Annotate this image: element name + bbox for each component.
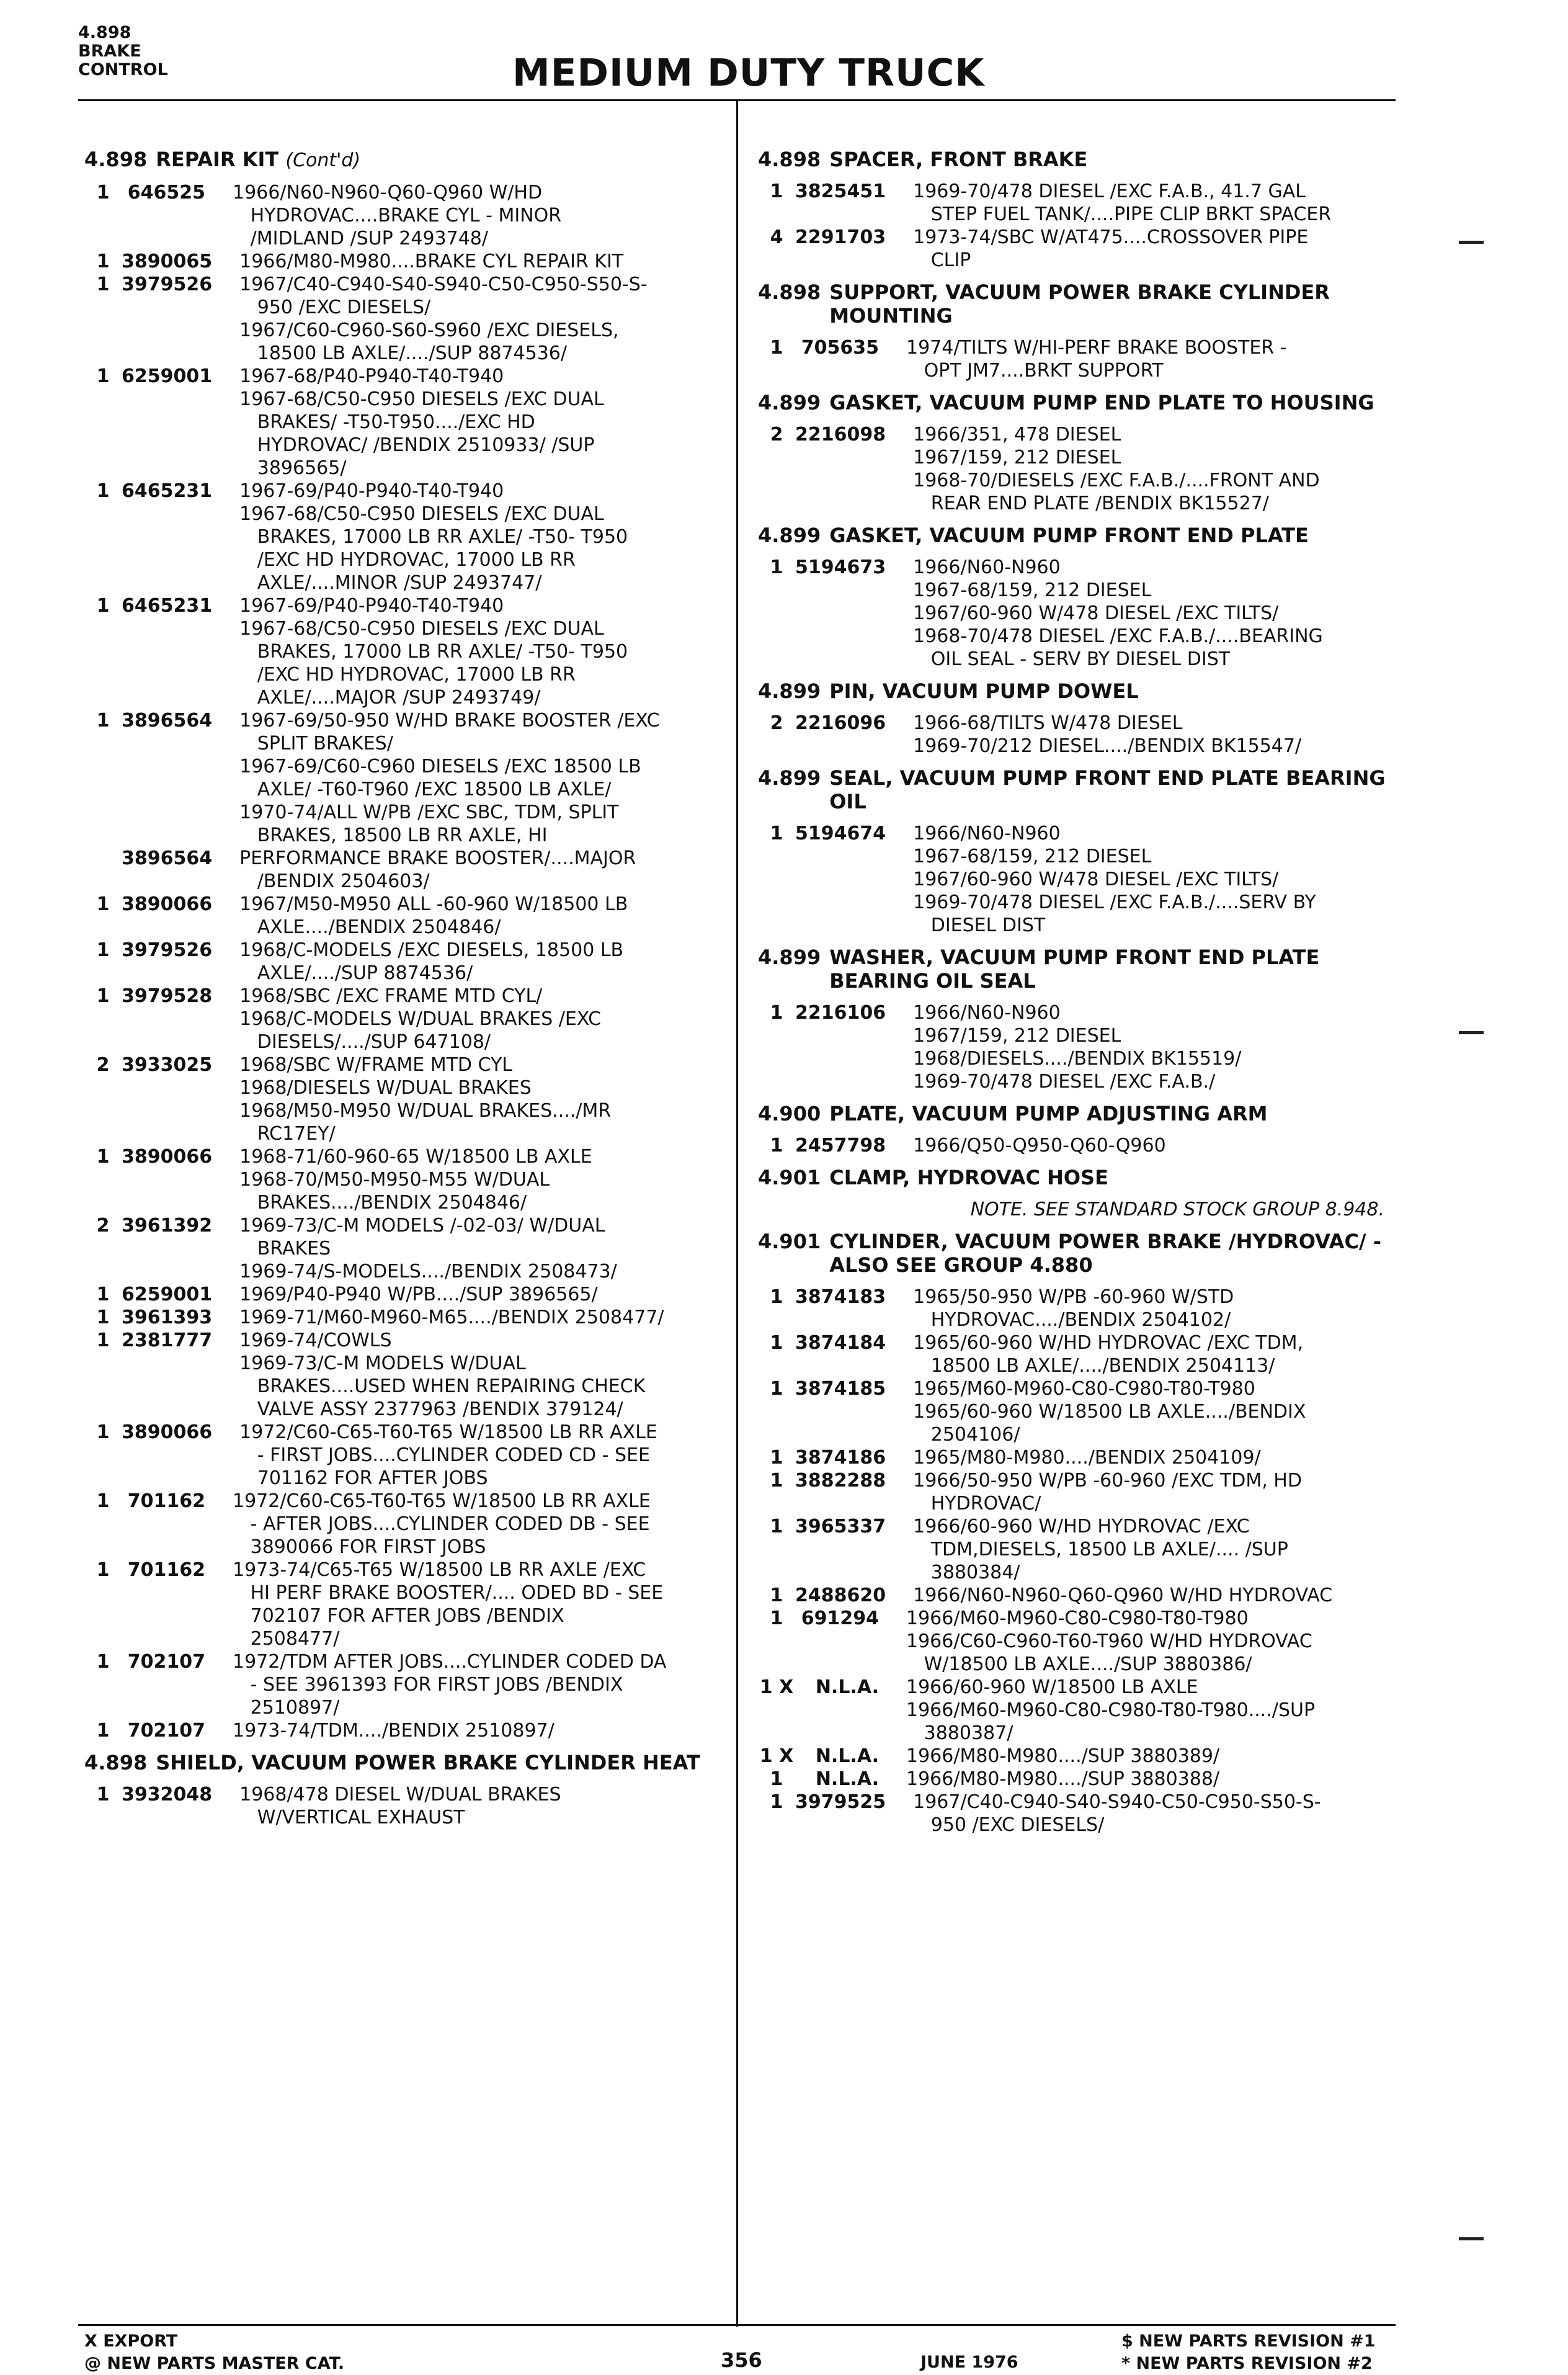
- part-entry: [84, 847, 729, 893]
- quantity: 1: [96, 1559, 110, 1581]
- part-number: 2291703: [795, 226, 886, 248]
- quantity: 1: [96, 939, 110, 961]
- section-title: [829, 280, 1403, 328]
- section-title-text: GASKET, VACUUM PUMP FRONT END PLATE: [829, 524, 1309, 547]
- margin-mark: [1459, 2237, 1484, 2240]
- part-description: 1968/478 DIESEL W/DUAL BRAKES W/VERTICAL EXHAUST: [239, 1784, 561, 1828]
- part-number: 705635: [801, 337, 879, 359]
- category-label: 4.898 BRAKE CONTROL: [78, 23, 168, 79]
- part-entry: [758, 1134, 1403, 1157]
- section-number: 4.899: [758, 391, 821, 414]
- part-number: 2488620: [795, 1585, 886, 1606]
- part-description: 1969/P40-P940 W/PB..../SUP 3896565/: [239, 1284, 598, 1305]
- quantity: 1 X: [759, 1745, 794, 1767]
- quantity: 1: [96, 1651, 110, 1673]
- section-title: [829, 524, 1403, 547]
- part-entry: [84, 273, 729, 365]
- part-description: 1966/60-960 W/18500 LB AXLE 1966/M60-M960-C80-C980-T80-T980..../SUP 3880387/: [906, 1676, 1316, 1744]
- quantity: 1: [96, 1330, 110, 1351]
- quantity: 1: [770, 337, 783, 359]
- section-title: [829, 148, 1403, 171]
- left-column: [84, 139, 729, 1829]
- part-description: 1973-74/C65-T65 W/18500 LB RR AXLE /EXC HI PERF BRAKE BOOSTER/.... ODED BD - SEE 702107 FOR AFTER JOBS /BENDIX 2508477/: [233, 1559, 664, 1650]
- part-description: 1966/N60-N960 1967-68/159, 212 DIESEL 1967/60-960 W/478 DIESEL /EXC TILTS/ 1969-70/478 DIESEL /EXC F.A.B./....SERV BY DIESEL DIST: [913, 823, 1316, 936]
- part-number: 701162: [127, 1490, 205, 1512]
- part-description: 1967/C40-C940-S40-S940-C50-C950-S50-S- 950 /EXC DIESELS/ 1967/C60-C960-S60-S960 /EXC DIESELS, 18500 LB AXLE/..../SUP 8874536/: [239, 274, 648, 364]
- part-entry: [758, 1791, 1403, 1836]
- part-number: 3961393: [122, 1307, 213, 1328]
- part-entry: [758, 1001, 1403, 1093]
- part-description: 1973-74/TDM..../BENDIX 2510897/: [233, 1720, 555, 1742]
- quantity: 1: [96, 365, 110, 387]
- section-title-text: SEAL, VACUUM PUMP FRONT END PLATE BEARING OIL: [829, 766, 1386, 813]
- part-entry: [84, 709, 729, 847]
- quantity: 1: [770, 1585, 783, 1606]
- part-entry: [758, 1286, 1403, 1331]
- part-entry: [84, 1214, 729, 1283]
- part-description: 1968/C-MODELS /EXC DIESELS, 18500 LB AXLE/..../SUP 8874536/: [239, 939, 624, 984]
- section-title-text: REPAIR KIT: [156, 148, 279, 171]
- part-description: 1972/C60-C65-T60-T65 W/18500 LB RR AXLE - AFTER JOBS....CYLINDER CODED DB - SEE 3890066 FOR FIRST JOBS: [233, 1490, 651, 1558]
- part-entry: [758, 1446, 1403, 1469]
- section-heading: [758, 766, 1403, 813]
- part-number: 2216106: [795, 1002, 886, 1024]
- quantity: 1: [96, 1720, 110, 1742]
- part-number: 3890066: [122, 1146, 213, 1168]
- part-entry: [84, 250, 729, 273]
- section-title-text: SHIELD, VACUUM POWER BRAKE CYLINDER HEAT: [156, 1751, 700, 1774]
- part-entry: [758, 1676, 1403, 1745]
- page-number: 356: [721, 2348, 762, 2372]
- part-description: 1965/60-960 W/HD HYDROVAC /EXC TDM, 18500 LB AXLE/..../BENDIX 2504113/: [913, 1332, 1304, 1377]
- section-title: [829, 1166, 1403, 1189]
- part-entry: [758, 1768, 1403, 1791]
- part-entry: [84, 181, 729, 250]
- part-description: 1967-69/P40-P940-T40-T940 1967-68/C50-C950 DIESELS /EXC DUAL BRAKES, 17000 LB RR AXLE/ -T50- T950 /EXC HD HYDROVAC, 17000 LB RR AXLE/....MAJOR /SUP 2493749/: [239, 595, 628, 709]
- quantity: 1: [96, 893, 110, 915]
- part-description: 1967-68/P40-P940-T40-T940 1967-68/C50-C950 DIESELS /EXC DUAL BRAKES/ -T50-T950..../EXC HD HYDROVAC/ /BENDIX 2510933/ /SUP 3896565/: [239, 365, 604, 479]
- quantity: 1: [770, 1470, 783, 1492]
- part-description: 1967/M50-M950 ALL -60-960 W/18500 LB AXLE..../BENDIX 2504846/: [239, 893, 628, 938]
- part-entry: [758, 423, 1403, 515]
- part-entry: [758, 1377, 1403, 1446]
- part-description: 1972/C60-C65-T60-T65 W/18500 LB RR AXLE - FIRST JOBS....CYLINDER CODED CD - SEE 701162 FOR AFTER JOBS: [239, 1421, 657, 1489]
- part-number: 6259001: [122, 365, 213, 387]
- section-heading: [758, 148, 1403, 171]
- section-title-text: CYLINDER, VACUUM POWER BRAKE /HYDROVAC/ - ALSO SEE GROUP 4.880: [829, 1230, 1382, 1277]
- quantity: 1: [96, 480, 110, 502]
- section-heading: [84, 1751, 729, 1774]
- section-title-text: CLAMP, HYDROVAC HOSE: [829, 1166, 1108, 1189]
- part-description: 1966/50-950 W/PB -60-960 /EXC TDM, HD HYDROVAC/: [913, 1470, 1302, 1514]
- part-description: 1966/M80-M980..../SUP 3880388/: [906, 1768, 1220, 1790]
- quantity: 1: [96, 1490, 110, 1512]
- part-description: 1973-74/SBC W/AT475....CROSSOVER PIPE CLIP: [913, 226, 1309, 271]
- footer-date: JUNE 1976: [920, 2353, 1018, 2372]
- quantity: 2: [770, 712, 783, 734]
- part-entry: [84, 480, 729, 594]
- part-entry: [758, 1584, 1403, 1607]
- part-description: 1969-74/COWLS 1969-73/C-M MODELS W/DUAL BRAKES....USED WHEN REPAIRING CHECK VALVE ASSY 2377963 /BENDIX 379124/: [239, 1330, 646, 1420]
- part-number: N.L.A.: [815, 1676, 879, 1698]
- footer-legend-right: $ NEW PARTS REVISION #1 * NEW PARTS REVISION #2: [1121, 2332, 1376, 2373]
- part-number: 2216098: [795, 424, 886, 445]
- quantity: 1: [96, 1284, 110, 1305]
- part-number: 3933025: [122, 1054, 213, 1076]
- quantity: 1: [96, 595, 110, 617]
- section-number: 4.900: [758, 1102, 821, 1125]
- quantity: 1: [96, 182, 110, 204]
- section-number: 4.898: [758, 148, 821, 171]
- margin-mark: [1459, 241, 1484, 244]
- quantity: 1 X: [759, 1676, 794, 1698]
- part-entry: [758, 712, 1403, 758]
- part-number: 3825451: [795, 181, 886, 202]
- part-description: 1974/TILTS W/HI-PERF BRAKE BOOSTER - OPT JM7....BRKT SUPPORT: [906, 337, 1287, 382]
- part-entry: [84, 893, 729, 939]
- column-divider: [736, 101, 738, 2327]
- quantity: 1: [96, 274, 110, 295]
- part-number: 702107: [127, 1720, 205, 1742]
- part-description: 1965/M60-M960-C80-C980-T80-T980 1965/60-960 W/18500 LB AXLE..../BENDIX 2504106/: [913, 1378, 1306, 1446]
- part-description: 1966/N60-N960-Q60-Q960 W/HD HYDROVAC....BRAKE CYL - MINOR /MIDLAND /SUP 2493748/: [233, 182, 562, 249]
- part-number: 6259001: [122, 1284, 213, 1305]
- part-entry: [758, 226, 1403, 272]
- part-description: 1966/M80-M980....BRAKE CYL REPAIR KIT: [239, 251, 624, 272]
- part-entry: [758, 1515, 1403, 1584]
- part-description: 1966/M80-M980..../SUP 3880389/: [906, 1745, 1220, 1767]
- part-number: 5194673: [795, 557, 886, 578]
- section-number: 4.901: [758, 1230, 821, 1253]
- part-description: 1967/C40-C940-S40-S940-C50-C950-S50-S- 950 /EXC DIESELS/: [913, 1791, 1321, 1836]
- part-number: 2381777: [122, 1330, 213, 1351]
- section-number: 4.898: [84, 1751, 148, 1774]
- part-number: 691294: [801, 1608, 879, 1629]
- part-description: 1968/SBC /EXC FRAME MTD CYL/ 1968/C-MODELS W/DUAL BRAKES /EXC DIESELS/..../SUP 647108/: [239, 985, 602, 1053]
- part-entry: [84, 1719, 729, 1742]
- section-number: 4.898: [84, 148, 148, 171]
- part-description: 1966/Q50-Q950-Q60-Q960: [913, 1135, 1166, 1156]
- quantity: 2: [96, 1054, 110, 1076]
- footer-legend-left: X EXPORT @ NEW PARTS MASTER CAT.: [84, 2332, 345, 2373]
- right-column: [758, 139, 1403, 1836]
- section-heading: [758, 946, 1403, 993]
- page-title: MEDIUM DUTY TRUCK: [512, 51, 985, 95]
- section-heading: [758, 1102, 1403, 1125]
- note-text: NOTE. SEE STANDARD STOCK GROUP 8.948.: [970, 1199, 1384, 1220]
- part-number: 3979526: [122, 939, 213, 961]
- section-heading: [758, 679, 1403, 703]
- part-entry: [758, 336, 1403, 382]
- part-number: 3890066: [122, 1421, 213, 1443]
- part-description: 1966/351, 478 DIESEL 1967/159, 212 DIESEL 1968-70/DIESELS /EXC F.A.B./....FRONT AND REAR END PLATE /BENDIX BK15527/: [913, 424, 1320, 514]
- quantity: 1: [770, 1516, 783, 1537]
- part-description: 1968-71/60-960-65 W/18500 LB AXLE 1968-70/M50-M950-M55 W/DUAL BRAKES..../BENDIX 2504846/: [239, 1146, 592, 1214]
- section-title: [829, 1102, 1403, 1125]
- quantity: 4: [770, 226, 783, 248]
- part-entry: [84, 1490, 729, 1559]
- part-description: 1966/M60-M960-C80-C980-T80-T980 1966/C60-C960-T60-T960 W/HD HYDROVAC W/18500 LB AXLE..../SUP 3880386/: [906, 1608, 1312, 1675]
- quantity: 1: [770, 1378, 783, 1400]
- part-description: PERFORMANCE BRAKE BOOSTER/....MAJOR /BENDIX 2504603/: [239, 848, 636, 892]
- part-number: 3979525: [795, 1791, 886, 1813]
- part-number: 3961392: [122, 1215, 213, 1237]
- section-title: [829, 766, 1403, 813]
- margin-mark: [1459, 1031, 1484, 1034]
- part-number: 3890066: [122, 893, 213, 915]
- section-number: 4.899: [758, 524, 821, 547]
- part-number: 2216096: [795, 712, 886, 734]
- quantity: 2: [96, 1215, 110, 1237]
- part-entry: [84, 1421, 729, 1490]
- part-entry: [758, 556, 1403, 671]
- quantity: 1: [770, 1135, 783, 1156]
- part-number: N.L.A.: [815, 1768, 879, 1790]
- section-suffix: (Cont'd): [285, 150, 361, 171]
- quantity: 1: [770, 1608, 783, 1629]
- part-entry: [84, 594, 729, 709]
- section-title: [829, 391, 1403, 414]
- part-entry: [84, 1145, 729, 1214]
- footer-rule: [78, 2324, 1396, 2326]
- section-title-text: PIN, VACUUM PUMP DOWEL: [829, 679, 1139, 703]
- part-number: 3882288: [795, 1470, 886, 1492]
- quantity: [84, 847, 122, 893]
- part-description: 1966-68/TILTS W/478 DIESEL 1969-70/212 DIESEL..../BENDIX BK15547/: [913, 712, 1302, 757]
- quantity: 2: [770, 424, 783, 445]
- quantity: 1: [770, 1768, 783, 1790]
- quantity: 1: [96, 985, 110, 1007]
- section-heading: [84, 148, 729, 172]
- quantity: 1: [96, 710, 110, 731]
- part-entry: [84, 1650, 729, 1719]
- quantity: 1: [96, 251, 110, 272]
- section-number: 4.901: [758, 1166, 821, 1189]
- part-entry: [84, 939, 729, 985]
- section-number: 4.898: [758, 280, 821, 304]
- quantity: 1: [770, 823, 783, 844]
- part-number: 3965337: [795, 1516, 886, 1537]
- section-heading: [758, 1230, 1403, 1277]
- part-entry: [84, 365, 729, 480]
- part-description: 1967-69/P40-P940-T40-T940 1967-68/C50-C950 DIESELS /EXC DUAL BRAKES, 17000 LB RR AXLE/ -T50- T950 /EXC HD HYDROVAC, 17000 LB RR AXLE/....MINOR /SUP 2493747/: [239, 480, 628, 594]
- part-entry: [84, 1329, 729, 1421]
- part-number: 6465231: [122, 480, 213, 502]
- part-description: 1966/N60-N960-Q60-Q960 W/HD HYDROVAC: [913, 1585, 1333, 1606]
- part-entry: [758, 1745, 1403, 1768]
- part-entry: [84, 985, 729, 1053]
- section-title-text: PLATE, VACUUM PUMP ADJUSTING ARM: [829, 1102, 1268, 1125]
- part-number: 5194674: [795, 823, 886, 844]
- part-entry: [84, 1306, 729, 1329]
- part-description: 1969-71/M60-M960-M65..../BENDIX 2508477/: [239, 1307, 664, 1328]
- part-number: N.L.A.: [815, 1745, 879, 1767]
- section-title-text: WASHER, VACUUM PUMP FRONT END PLATE BEARING OIL SEAL: [829, 946, 1320, 993]
- part-number: 3874183: [795, 1286, 886, 1308]
- part-description: 1966/N60-N960 1967/159, 212 DIESEL 1968/DIESELS..../BENDIX BK15519/ 1969-70/478 DIESEL /EXC F.A.B./: [913, 1002, 1242, 1093]
- quantity: 1: [96, 1146, 110, 1168]
- section-heading: [758, 391, 1403, 414]
- part-number: 3896564: [122, 710, 213, 731]
- part-number: 3874184: [795, 1332, 886, 1354]
- section-title-text: GASKET, VACUUM PUMP END PLATE TO HOUSING: [829, 391, 1374, 414]
- section-number: 4.899: [758, 766, 821, 790]
- part-number: 3979526: [122, 274, 213, 295]
- part-description: 1968/SBC W/FRAME MTD CYL 1968/DIESELS W/DUAL BRAKES 1968/M50-M950 W/DUAL BRAKES..../MR RC17EY/: [239, 1054, 612, 1145]
- part-description: 1965/50-950 W/PB -60-960 W/STD HYDROVAC..../BENDIX 2504102/: [913, 1286, 1234, 1331]
- part-entry: [758, 1469, 1403, 1515]
- section-heading: [758, 1166, 1403, 1189]
- part-entry: [758, 822, 1403, 937]
- part-number: 702107: [127, 1651, 205, 1673]
- part-number: 2457798: [795, 1135, 886, 1156]
- section-title: [829, 1230, 1403, 1277]
- part-description: 1972/TDM AFTER JOBS....CYLINDER CODED DA - SEE 3961393 FOR FIRST JOBS /BENDIX 2510897/: [233, 1651, 667, 1719]
- quantity: 1: [96, 1421, 110, 1443]
- part-entry: [84, 1283, 729, 1306]
- part-number: 3979528: [122, 985, 213, 1007]
- part-description: 1965/M80-M980..../BENDIX 2504109/: [913, 1447, 1261, 1469]
- part-number: 3874186: [795, 1447, 886, 1469]
- part-description: 1967-69/50-950 W/HD BRAKE BOOSTER /EXC SPLIT BRAKES/ 1967-69/C60-C960 DIESELS /EXC 18500 LB AXLE/ -T60-T960 /EXC 18500 LB AXLE/ 1970-74/ALL W/PB /EXC SBC, TDM, SPLIT BRAKES, 18500 LB RR AXLE, HI: [239, 710, 660, 846]
- part-entry: [84, 1783, 729, 1829]
- section-title-text: SUPPORT, VACUUM POWER BRAKE CYLINDER MOUNTING: [829, 280, 1330, 328]
- quantity: 1: [770, 181, 783, 202]
- quantity: 1: [770, 1002, 783, 1024]
- quantity: 1: [770, 1447, 783, 1469]
- part-number: 3874185: [795, 1378, 886, 1400]
- section-heading: [758, 280, 1403, 328]
- section-heading: [758, 524, 1403, 547]
- section-number: 4.899: [758, 679, 821, 703]
- part-description: 1969-70/478 DIESEL /EXC F.A.B., 41.7 GAL STEP FUEL TANK/....PIPE CLIP BRKT SPACER: [913, 181, 1332, 225]
- quantity: 1: [770, 1332, 783, 1354]
- part-number: 3932048: [122, 1784, 213, 1805]
- part-description: 1969-73/C-M MODELS /-02-03/ W/DUAL BRAKES 1969-74/S-MODELS..../BENDIX 2508473/: [239, 1215, 617, 1282]
- part-description: 1966/N60-N960 1967-68/159, 212 DIESEL 1967/60-960 W/478 DIESEL /EXC TILTS/ 1968-70/478 DIESEL /EXC F.A.B./....BEARING OIL SEAL - SERV BY DIESEL DIST: [913, 557, 1323, 670]
- part-description: 1966/60-960 W/HD HYDROVAC /EXC TDM,DIESELS, 18500 LB AXLE/.... /SUP 3880384/: [913, 1516, 1288, 1583]
- section-title: [156, 1751, 729, 1774]
- section-title: [829, 679, 1403, 703]
- part-entry: [758, 180, 1403, 226]
- section-title-text: SPACER, FRONT BRAKE: [829, 148, 1088, 171]
- part-number: 3896564: [122, 848, 213, 869]
- part-number: 3890065: [122, 251, 213, 272]
- quantity: 1: [770, 1791, 783, 1813]
- quantity: 1: [96, 1784, 110, 1805]
- part-entry: [758, 1331, 1403, 1377]
- part-number: 701162: [127, 1559, 205, 1581]
- quantity: 1: [96, 1307, 110, 1328]
- part-number: 6465231: [122, 595, 213, 617]
- part-number: 646525: [127, 182, 205, 204]
- part-entry: [758, 1607, 1403, 1676]
- section-number: 4.899: [758, 946, 821, 969]
- part-entry: [84, 1053, 729, 1145]
- section-title: [829, 946, 1403, 993]
- quantity: 1: [770, 1286, 783, 1308]
- part-entry: [84, 1559, 729, 1650]
- quantity: 1: [770, 557, 783, 578]
- section-title: [156, 148, 729, 172]
